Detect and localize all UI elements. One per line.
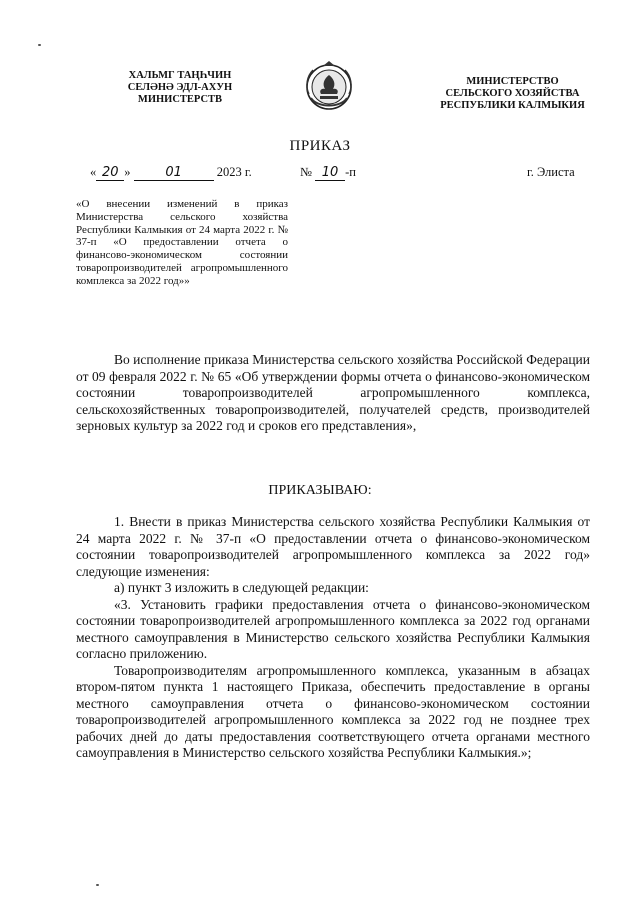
header-right-block (420, 76, 605, 112)
header-left-line: СЕЛӘНӘ ЭДЛ-АХУН (127, 82, 233, 93)
header-right-line: СЕЛЬСКОГО ХОЗЯЙСТВА (445, 88, 580, 99)
order-body (76, 514, 590, 762)
number-prefix: № (300, 165, 312, 179)
header-left-line: МИНИСТЕРСТВ (137, 94, 223, 105)
date-day: 20 (96, 166, 124, 181)
date-close-quote: » (124, 165, 131, 179)
date-year: 2023 г. (216, 165, 252, 179)
paragraph-subitem-a: а) пункт 3 изложить в следующей редакции: (114, 580, 369, 595)
number-value: 10 (315, 166, 345, 181)
scan-speck (96, 884, 99, 886)
header-right-line: РЕСПУБЛИКИ КАЛМЫКИЯ (440, 100, 585, 111)
number-suffix: -п (345, 165, 356, 179)
order-subject: «О внесении изменений в приказ Министерства сельского хозяйства Республики Калмыкия от 24 марта 2022 г. № 37-п «О предоставлении отчета о финансово-экономическом состоянии товаропроизводителей агропромышленного комплекса за 2022 год»» (76, 198, 288, 287)
preamble-block (76, 352, 590, 435)
order-city: г. Элиста (527, 165, 575, 179)
preamble-text: Во исполнение приказа Министерства сельского хозяйства Российской Федерации от 09 февраля 2022 г. № 65 «Об утверждении формы отчета о финансово-экономическом состоянии товаропроизводителей агропромышленного комплекса, сельскохозяйственных товаропроизводителей, получателей средств, производителей зерновых культур за 2022 год и сроков его представления», (76, 352, 590, 433)
date-month: 01 (134, 166, 214, 181)
paragraph-item-1: 1. Внести в приказ Министерства сельского хозяйства Республики Калмыкия от 24 марта 2022 г. № 37-п «О предоставлении отчета о финансово-экономическом состоянии товаропроизводителей агропромышленного комплекса за 2022 год» следующие изменения: (76, 514, 590, 579)
paragraph-producers: Товаропроизводителям агропромышленного комплекса, указанным в абзацах втором-пятом пункта 1 настоящего Приказа, обеспечить предоставление в органы местного самоуправления отчета о финансово-экономическом состоянии товаропроизводителей агропромышленного комплекса за 2022 год не позднее трех рабочих дней до даты предоставления соответствующего отчета органами местного самоуправления в Министерство сельского хозяйства Республики Калмыкия.»; (76, 662, 590, 760)
order-date (90, 165, 252, 181)
coat-of-arms-emblem (299, 56, 359, 116)
header-left-block (100, 70, 260, 106)
paragraph-point-3: «3. Установить графики предоставления отчета о финансово-экономическом состоянии товаропроизводителей агропромышленного комплекса за 2022 год органами местного самоуправления в Министерство сельского хозяйства Республики Калмыкия согласно приложению. (76, 596, 590, 661)
scan-speck (38, 44, 41, 46)
order-number (300, 165, 356, 181)
date-open-quote: « (90, 165, 97, 179)
header-left-line: ХАЛЬМГ ТАҢҺЧИН (128, 70, 232, 81)
header-right-line: МИНИСТЕРСТВО (466, 76, 559, 87)
decree-heading: ПРИКАЗЫВАЮ: (268, 483, 372, 498)
document-title: ПРИКАЗ (289, 138, 351, 154)
